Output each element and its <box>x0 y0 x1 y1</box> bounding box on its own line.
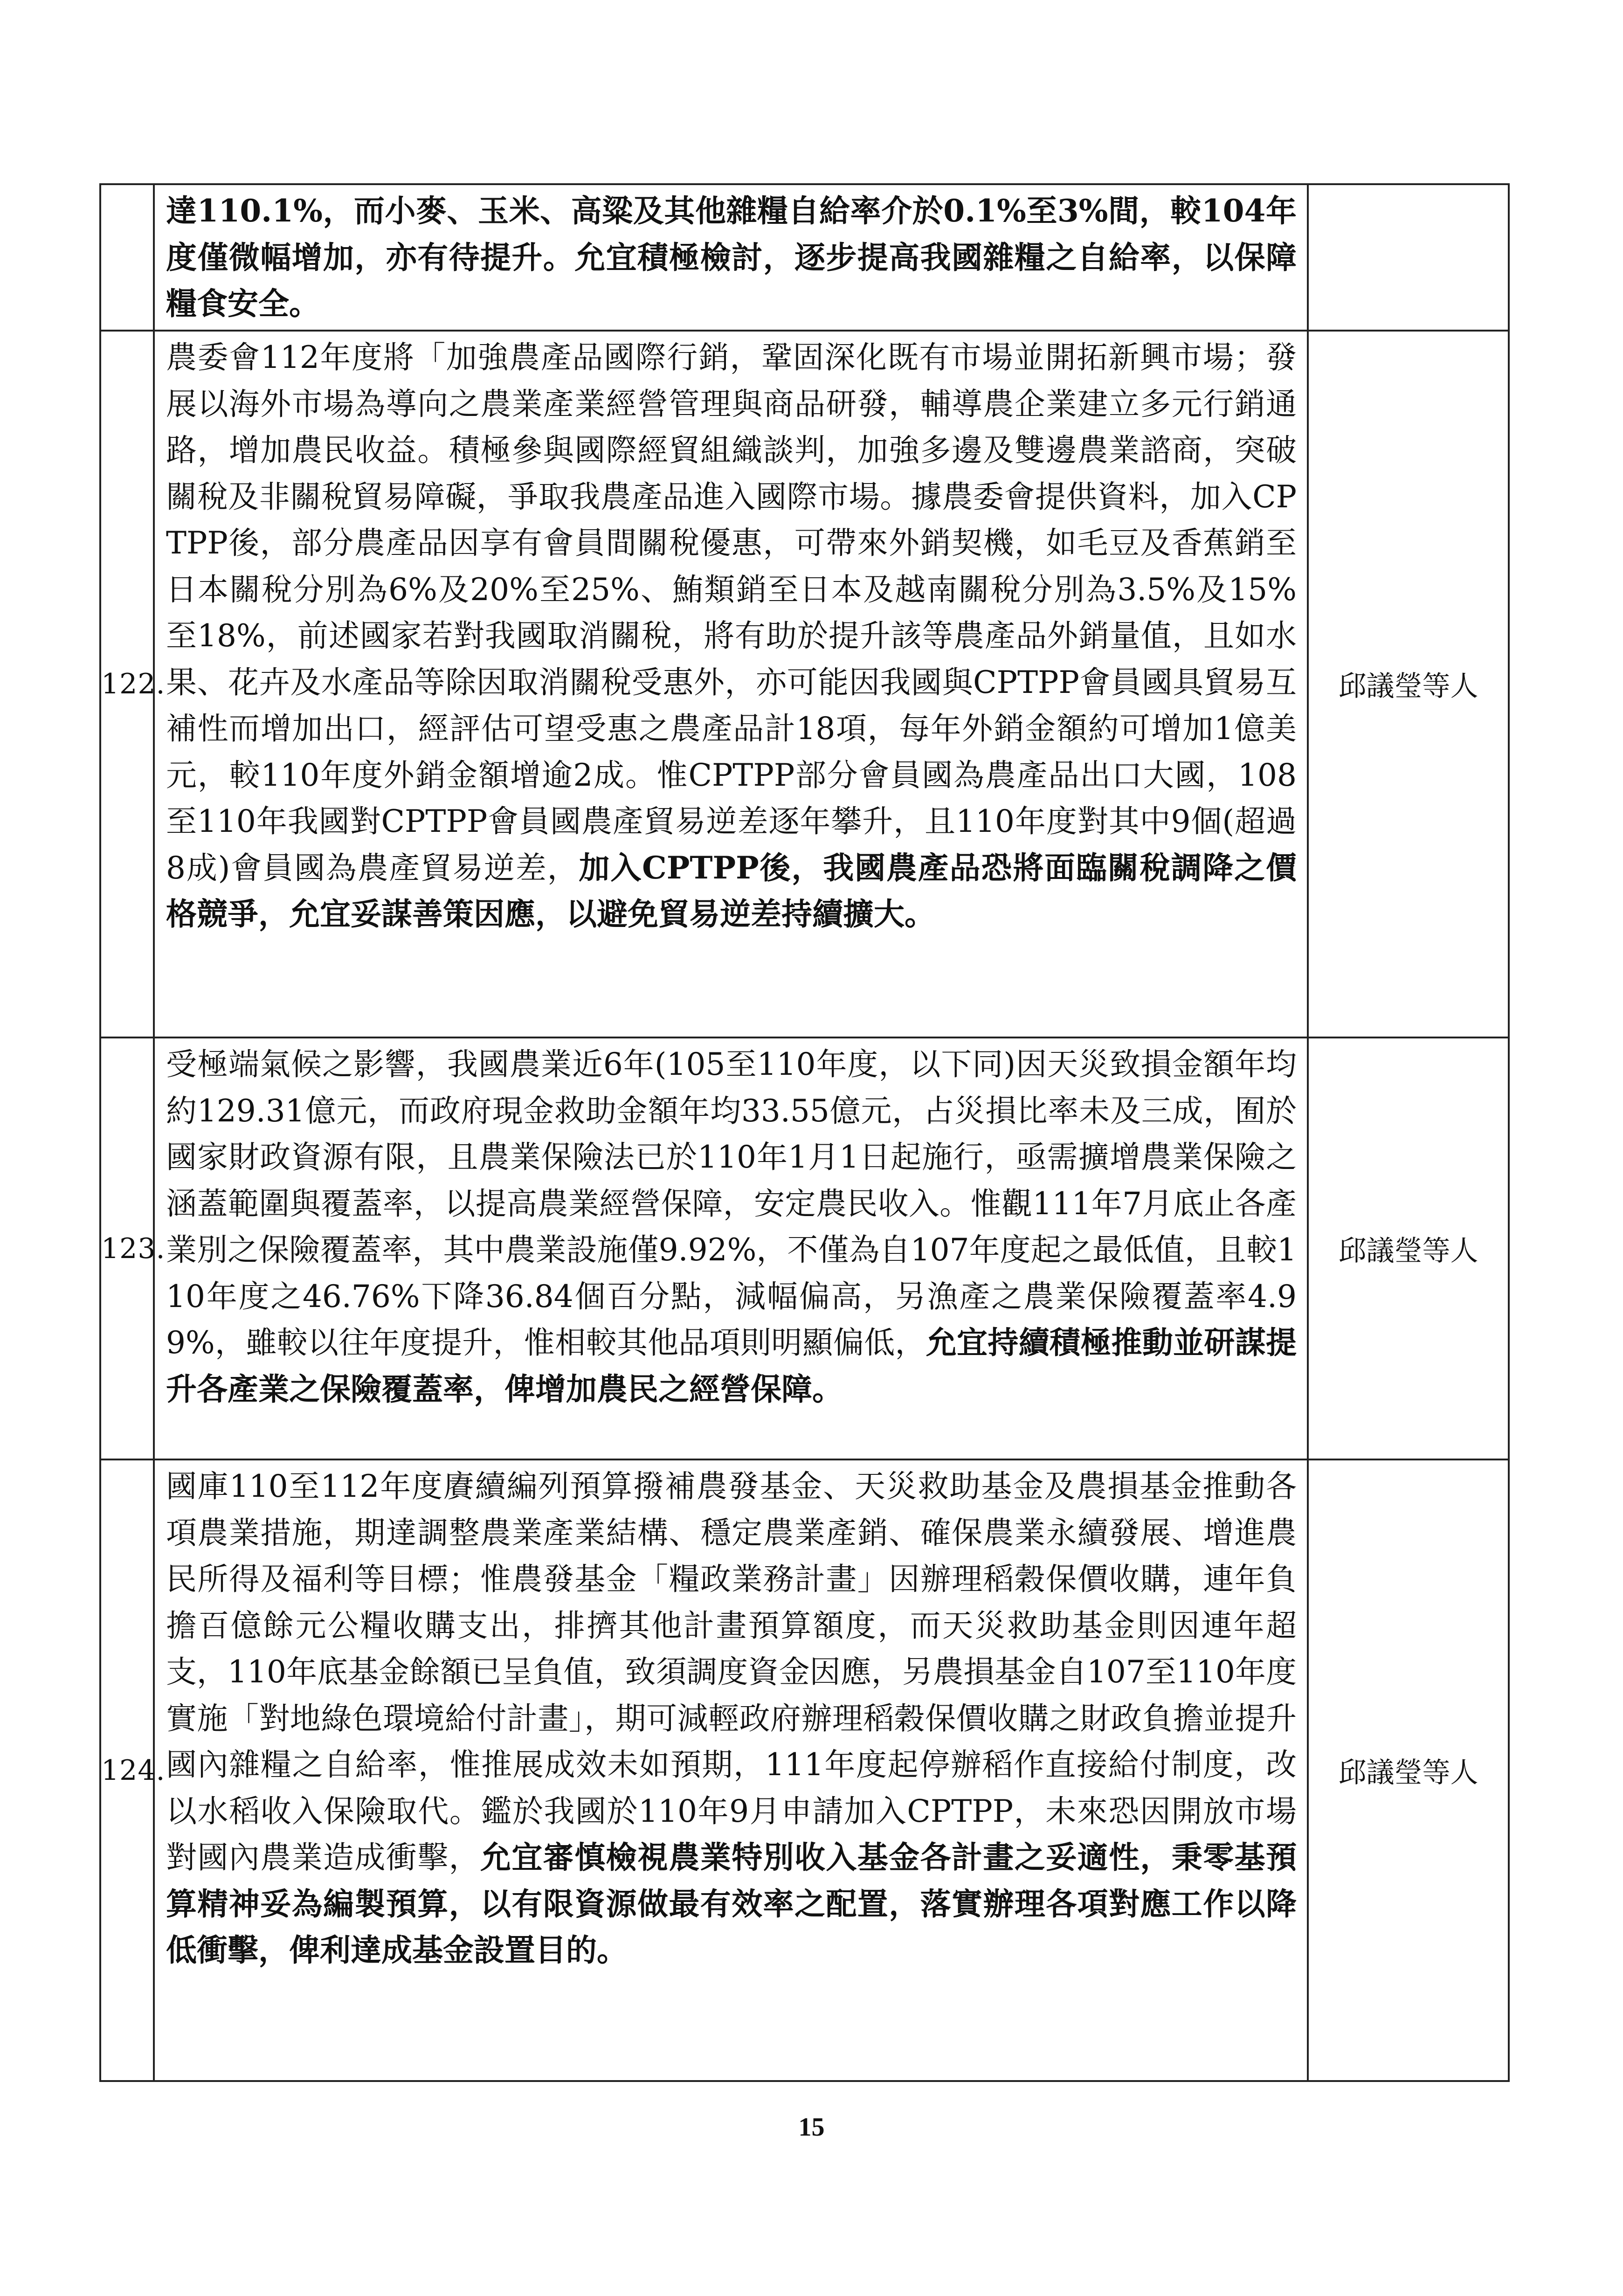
item-text-regular: 農委會112年度將「加強農產品國際行銷，鞏固深化既有市場並開拓新興市場；發展以海外市場為導向之農業產業經營管理與商品研發，輔導農企業建立多元行銷通路，增加農民收益。積極參與國際經貿組織談判，加強多邊及雙邊農業諮商，突破關稅及非關稅貿易障礙，爭取我農產品進入國際市場。據農委會提供資料，加入CPTPP後，部分農產品因享有會員間關稅優惠，可帶來外銷契機，如毛豆及香蕉銷至日本關稅分別為6%及20%至25%、鮪類銷至日本及越南關稅分別為3.5%及15%至18%，前述國家若對我國取消關稅，將有助於提升該等農產品外銷量值，且如水果、花卉及水產品等除因取消關稅受惠外，亦可能因我國與CPTPP會員國具貿易互補性而增加出口，經評估可望受惠之農產品計18項，每年外銷金額約可增加1億美元，較110年度外銷金額增逾2成。惟CPTPP部分會員國為農產品出口大國，108至110年我國對CPTPP會員國農產貿易逆差逐年攀升，且110年度對其中9個(超過8成)會員國為農產貿易逆差， <box>166 339 1297 886</box>
item-text-cell <box>154 331 1308 1037</box>
proposer <box>1308 184 1509 331</box>
item-text-cell <box>154 1459 1308 2081</box>
proposer: 邱議瑩等人 <box>1308 331 1509 1037</box>
item-number: 123. <box>100 1037 154 1459</box>
item-number <box>100 184 154 331</box>
item-text <box>166 188 1297 327</box>
table-row <box>100 1037 1509 1459</box>
item-text-cell <box>154 184 1308 331</box>
item-text <box>166 1463 1297 2067</box>
item-text-regular: 受極端氣候之影響，我國農業近6年(105至110年度，以下同)因天災致損金額年均約129.31億元，而政府現金救助金額年均33.55億元，占災損比率未及三成，囿於國家財政資源有限，且農業保險法已於110年1月1日起施行，亟需擴增農業保險之涵蓋範圍與覆蓋率，以提高農業經營保障，安定農民收入。惟觀111年7月底止各產業別之保險覆蓋率，其中農業設施僅9.92%，不僅為自107年度起之最低值，且較110年度之46.76%下降36.84個百分點，減幅偏高，另漁產之農業保險覆蓋率4.99%，雖較以往年度提升，惟相較其他品項則明顯偏低， <box>166 1046 1297 1361</box>
item-text-regular: 國庫110至112年度賡續編列預算撥補農發基金、天災救助基金及農損基金推動各項農業措施，期達調整農業產業結構、穩定農業產銷、確保農業永續發展、增進農民所得及福利等目標；惟農發基金「糧政業務計畫」因辦理稻穀保價收購，連年負擔百億餘元公糧收購支出，排擠其他計畫預算額度，而天災救助基金則因連年超支，110年底基金餘額已呈負值，致須調度資金因應，另農損基金自107至110年度實施「對地綠色環境給付計畫」，期可減輕政府辦理稻穀保價收購之財政負擔並提升國內雜糧之自給率，惟推展成效未如預期，111年度起停辦稻作直接給付制度，改以水稻收入保險取代。鑑於我國於110年9月申請加入CPTPP，未來恐因開放市場對國內農業造成衝擊， <box>166 1468 1297 1875</box>
table-row <box>100 1459 1509 2081</box>
item-text-bold: 達110.1%，而小麥、玉米、高粱及其他雜糧自給率介於0.1%至3%間，較104年度僅微幅增加，亦有待提升。允宜積極檢討，逐步提高我國雜糧之自給率，以保障糧食安全。 <box>166 193 1297 322</box>
resolution-table <box>99 183 1510 2082</box>
table-row <box>100 331 1509 1037</box>
item-text-bold: 加入CPTPP後，我國農產品恐將面臨關稅調降之價格競爭，允宜妥謀善策因應，以避免貿易逆差持續擴大。 <box>166 849 1297 932</box>
item-number: 122. <box>100 331 154 1037</box>
table-row <box>100 184 1509 331</box>
item-text-bold: 允宜審慎檢視農業特別收入基金各計畫之妥適性，秉零基預算精神妥為編製預算，以有限資源做最有效率之配置，落實辦理各項對應工作以降低衝擊，俾利達成基金設置目的。 <box>166 1839 1297 1968</box>
item-text <box>166 334 1297 1033</box>
item-text <box>166 1041 1297 1458</box>
page-number: 15 <box>798 2113 825 2142</box>
item-text-cell <box>154 1037 1308 1459</box>
proposer: 邱議瑩等人 <box>1308 1037 1509 1459</box>
item-text-bold: 允宜持續積極推動並研謀提升各產業之保險覆蓋率，俾增加農民之經營保障。 <box>166 1324 1297 1407</box>
proposer: 邱議瑩等人 <box>1308 1459 1509 2081</box>
item-number: 124. <box>100 1459 154 2081</box>
